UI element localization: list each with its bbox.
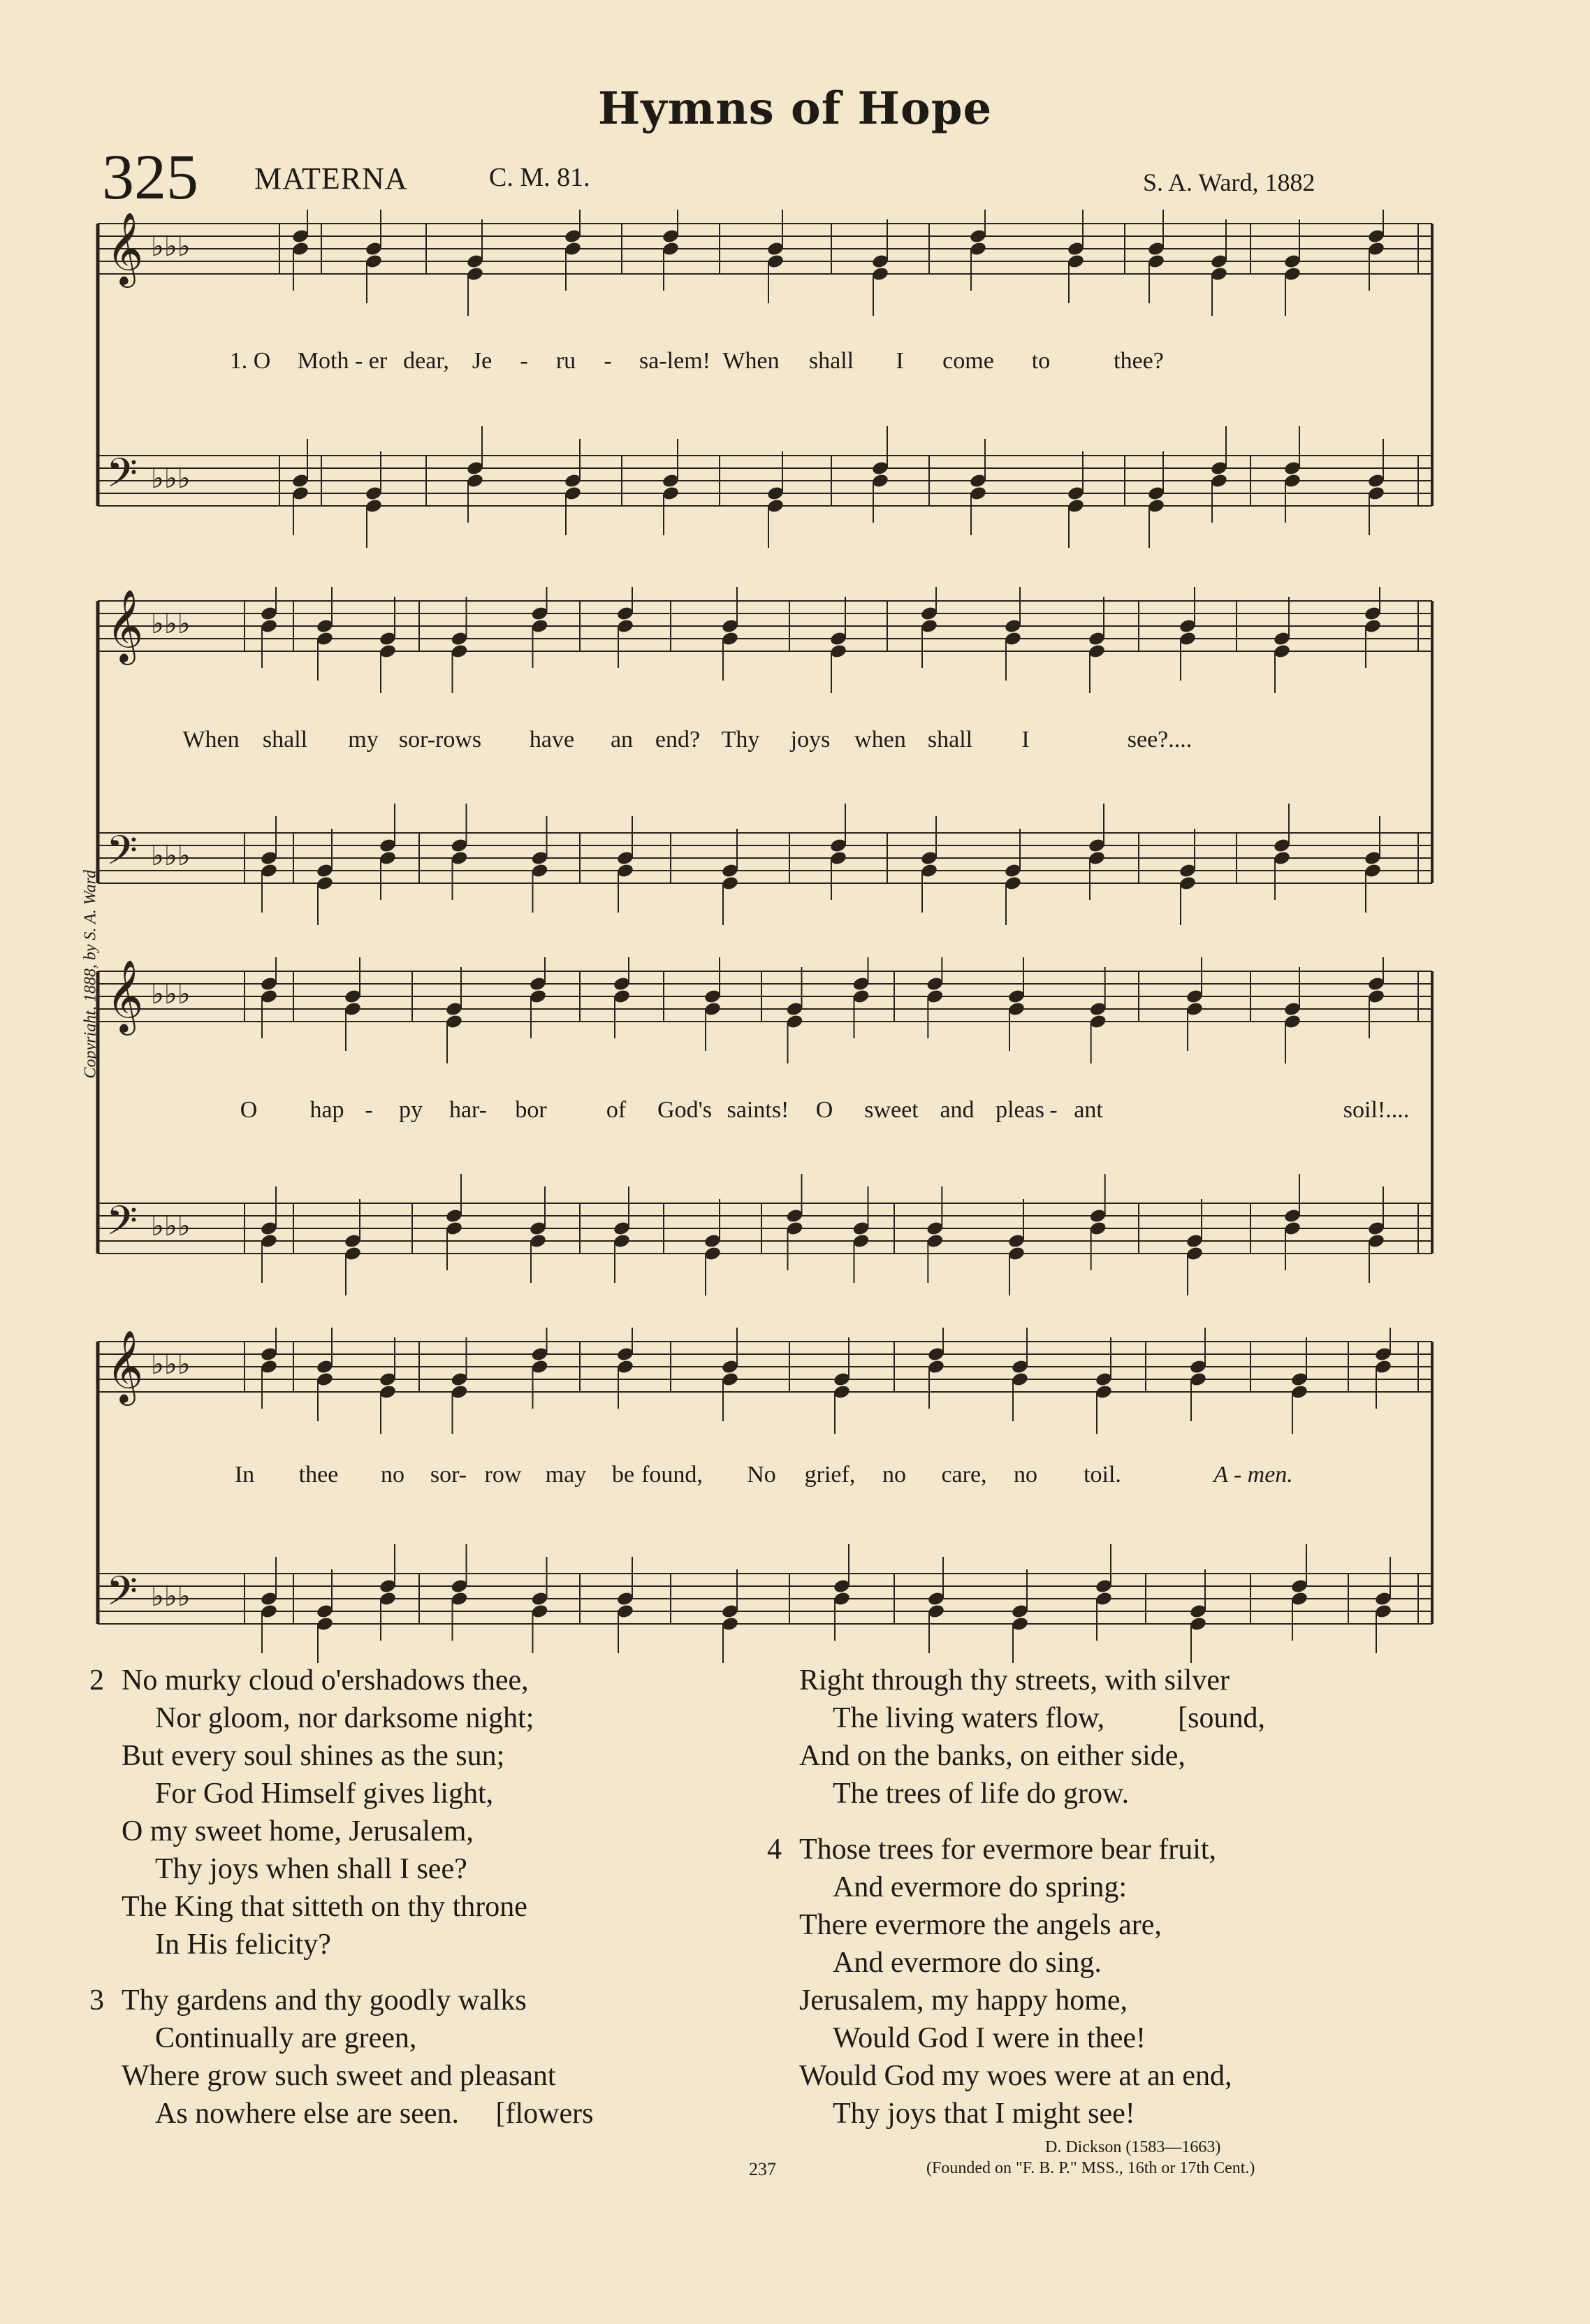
verse-line: Those trees for evermore bear fruit, [799, 1833, 1217, 1866]
verse-line: And on the banks, on either side, [799, 1740, 1186, 1772]
verse-line: The trees of life do grow. [833, 1778, 1130, 1810]
svg-text:𝄞: 𝄞 [106, 1330, 144, 1403]
lyric-syllable: saints! [727, 1097, 789, 1123]
lyric-syllable: When [182, 727, 240, 753]
svg-text:♭♭♭: ♭♭♭ [151, 231, 191, 263]
verse-line: Thy gardens and thy goodly walks [122, 1984, 527, 2017]
lyric-syllable: ru [555, 348, 576, 374]
verse-line: Thy joys that I might see! [833, 2098, 1135, 2130]
lyric-syllable: an [610, 727, 634, 753]
verse-line: Nor gloom, nor darksome night; [155, 1702, 534, 1734]
author-attribution: D. Dickson (1583—1663) [1045, 2138, 1221, 2156]
svg-text:♭♭♭: ♭♭♭ [151, 1349, 191, 1381]
lyric-syllable: found, [641, 1462, 703, 1488]
verse-line: Would God my woes were at an end, [799, 2060, 1232, 2092]
svg-text:𝄢: 𝄢 [106, 449, 138, 507]
hymn-number: 325 [102, 141, 198, 212]
verse-line: The living waters flow, [sound, [833, 1702, 1266, 1734]
lyric-syllable: joys [790, 727, 831, 753]
page-title: Hymns of Hope [597, 82, 993, 135]
svg-text:♭♭♭: ♭♭♭ [151, 463, 191, 495]
staff-notation-4 [91, 1328, 1439, 1663]
lyric-syllable: row [484, 1462, 522, 1488]
verses-right-column [767, 1662, 1438, 2133]
verse-line: And evermore do sing. [833, 1947, 1102, 1979]
svg-text:♭♭♭: ♭♭♭ [151, 978, 191, 1010]
verse-4 [767, 1831, 1438, 2133]
svg-text:𝄞: 𝄞 [106, 959, 144, 1033]
verse-line: But every soul shines as the sun; [122, 1740, 505, 1772]
lyric-amen: A - men. [1213, 1462, 1293, 1488]
lyric-syllable: care, [941, 1462, 987, 1488]
lyric-syllable: dear, [403, 348, 449, 374]
lyric-syllable: come [942, 348, 994, 374]
lyric-syllable: - [604, 348, 612, 374]
lyric-syllable: Thy [721, 727, 760, 753]
lyric-syllable: O [240, 1097, 258, 1123]
staff-notation-1 [91, 210, 1439, 552]
composer: S. A. Ward, 1882 [1143, 168, 1315, 196]
verse-line: Jerusalem, my happy home, [799, 1984, 1128, 2017]
lyric-syllable: end? [655, 727, 701, 753]
verse-line: There evermore the angels are, [799, 1909, 1162, 1941]
lyric-syllable: - [1049, 1097, 1058, 1123]
svg-text:♭♭♭: ♭♭♭ [151, 840, 191, 872]
lyric-syllable: thee [298, 1462, 339, 1488]
verse-line: In His felicity? [155, 1929, 331, 1961]
svg-text:𝄢: 𝄢 [106, 1197, 138, 1254]
music-system-4 [91, 1328, 1439, 1663]
lyric-syllable: to [1031, 348, 1051, 374]
lyric-syllable: In [234, 1462, 255, 1488]
verse-line: And evermore do spring: [833, 1871, 1128, 1903]
lyric-syllable: soil!.... [1343, 1097, 1410, 1123]
lyric-syllable: be [611, 1462, 635, 1488]
lyric-syllable: I [1021, 727, 1030, 753]
lyric-syllable: pleas [995, 1097, 1044, 1123]
lyric-syllable: shall [927, 727, 973, 753]
verse-2 [89, 1662, 718, 1963]
staff-notation-2 [91, 587, 1439, 936]
svg-text:♭♭♭: ♭♭♭ [151, 1581, 191, 1613]
lyric-syllable: and [940, 1097, 975, 1123]
staff-notation-3 [91, 957, 1439, 1307]
lyric-syllable: hap [309, 1097, 344, 1123]
lyric-syllable: shall [808, 348, 854, 374]
lyric-syllable: sweet [864, 1097, 919, 1123]
lyric-syllable: sor-rows [398, 727, 482, 753]
lyric-syllable: - [365, 1097, 373, 1123]
verse-line: As nowhere else are seen. [flowers [155, 2098, 594, 2130]
lyric-syllable: no [381, 1462, 404, 1488]
lyric-syllable: O [815, 1097, 833, 1123]
lyric-syllable: no [882, 1462, 906, 1488]
copyright-notice: Copyright, 1888, by S. A. Ward [81, 870, 100, 1079]
music-system-2 [91, 587, 1439, 936]
lyric-syllable: thee? [1114, 348, 1164, 374]
music-system-3 [91, 957, 1439, 1307]
verse-number: 4 [767, 1833, 782, 1866]
lyric-syllable: grief, [804, 1462, 856, 1488]
svg-text:𝄢: 𝄢 [106, 1567, 138, 1625]
page-number: 237 [749, 2159, 776, 2179]
lyric-syllable: have [529, 727, 575, 753]
verse-line: Where grow such sweet and pleasant [122, 2060, 556, 2092]
source-attribution: (Founded on "F. B. P." MSS., 16th or 17th Cent.) [926, 2159, 1255, 2177]
lyric-syllable: toil. [1084, 1462, 1121, 1488]
svg-text:♭♭♭: ♭♭♭ [151, 1210, 191, 1242]
lyric-syllable: When [722, 348, 780, 374]
lyric-syllable: my [348, 727, 379, 753]
verse-3 [89, 1982, 718, 2133]
lyric-syllable: sor- [430, 1462, 467, 1488]
lyric-syllable: shall [262, 727, 308, 753]
lyric-syllable: py [399, 1097, 423, 1123]
verse-line: Thy joys when shall I see? [155, 1853, 467, 1885]
lyric-syllable: sa-lem! [639, 348, 710, 374]
lyric-syllable: Je [472, 348, 493, 374]
lyric-syllable: no [1014, 1462, 1037, 1488]
lyric-syllable: of [606, 1097, 627, 1123]
lyric-syllable: when [854, 727, 906, 753]
svg-text:𝄞: 𝄞 [106, 589, 144, 662]
verse-line: For God Himself gives light, [155, 1778, 494, 1810]
svg-text:𝄢: 𝄢 [106, 827, 138, 884]
lyric-syllable: may [545, 1462, 587, 1488]
verse-line: No murky cloud o'ershadows thee, [122, 1664, 529, 1697]
verse-line: Continually are green, [155, 2022, 417, 2054]
svg-text:𝄞: 𝄞 [106, 212, 144, 285]
verse-3-continued [767, 1662, 1438, 1813]
lyric-syllable: ant [1074, 1097, 1103, 1123]
lyric-syllable: No [747, 1462, 776, 1488]
lyric-syllable: har- [448, 1097, 488, 1123]
verse-number: 3 [89, 1984, 104, 2017]
verse-line: Right through thy streets, with silver [799, 1664, 1230, 1697]
verse-line: O my sweet home, Jerusalem, [122, 1815, 474, 1847]
lyric-syllable: - [520, 348, 528, 374]
music-system-1 [91, 210, 1439, 552]
lyric-syllable: bor [515, 1097, 547, 1123]
verses-left-column [89, 1662, 718, 2133]
tune-name: MATERNA [254, 161, 408, 196]
verse-number: 2 [89, 1664, 104, 1697]
verse-line: Would God I were in thee! [833, 2022, 1146, 2054]
lyric-syllable: I [896, 348, 904, 374]
verse-line: The King that sitteth on thy throne [122, 1891, 527, 1923]
meter: C. M. 81. [489, 163, 590, 192]
lyric-syllable: Moth - er [297, 348, 388, 374]
lyric-syllable: see?.... [1127, 727, 1192, 753]
lyric-syllable: God's [657, 1097, 712, 1123]
lyric-syllable: 1. O [229, 348, 271, 374]
svg-text:♭♭♭: ♭♭♭ [151, 608, 191, 640]
